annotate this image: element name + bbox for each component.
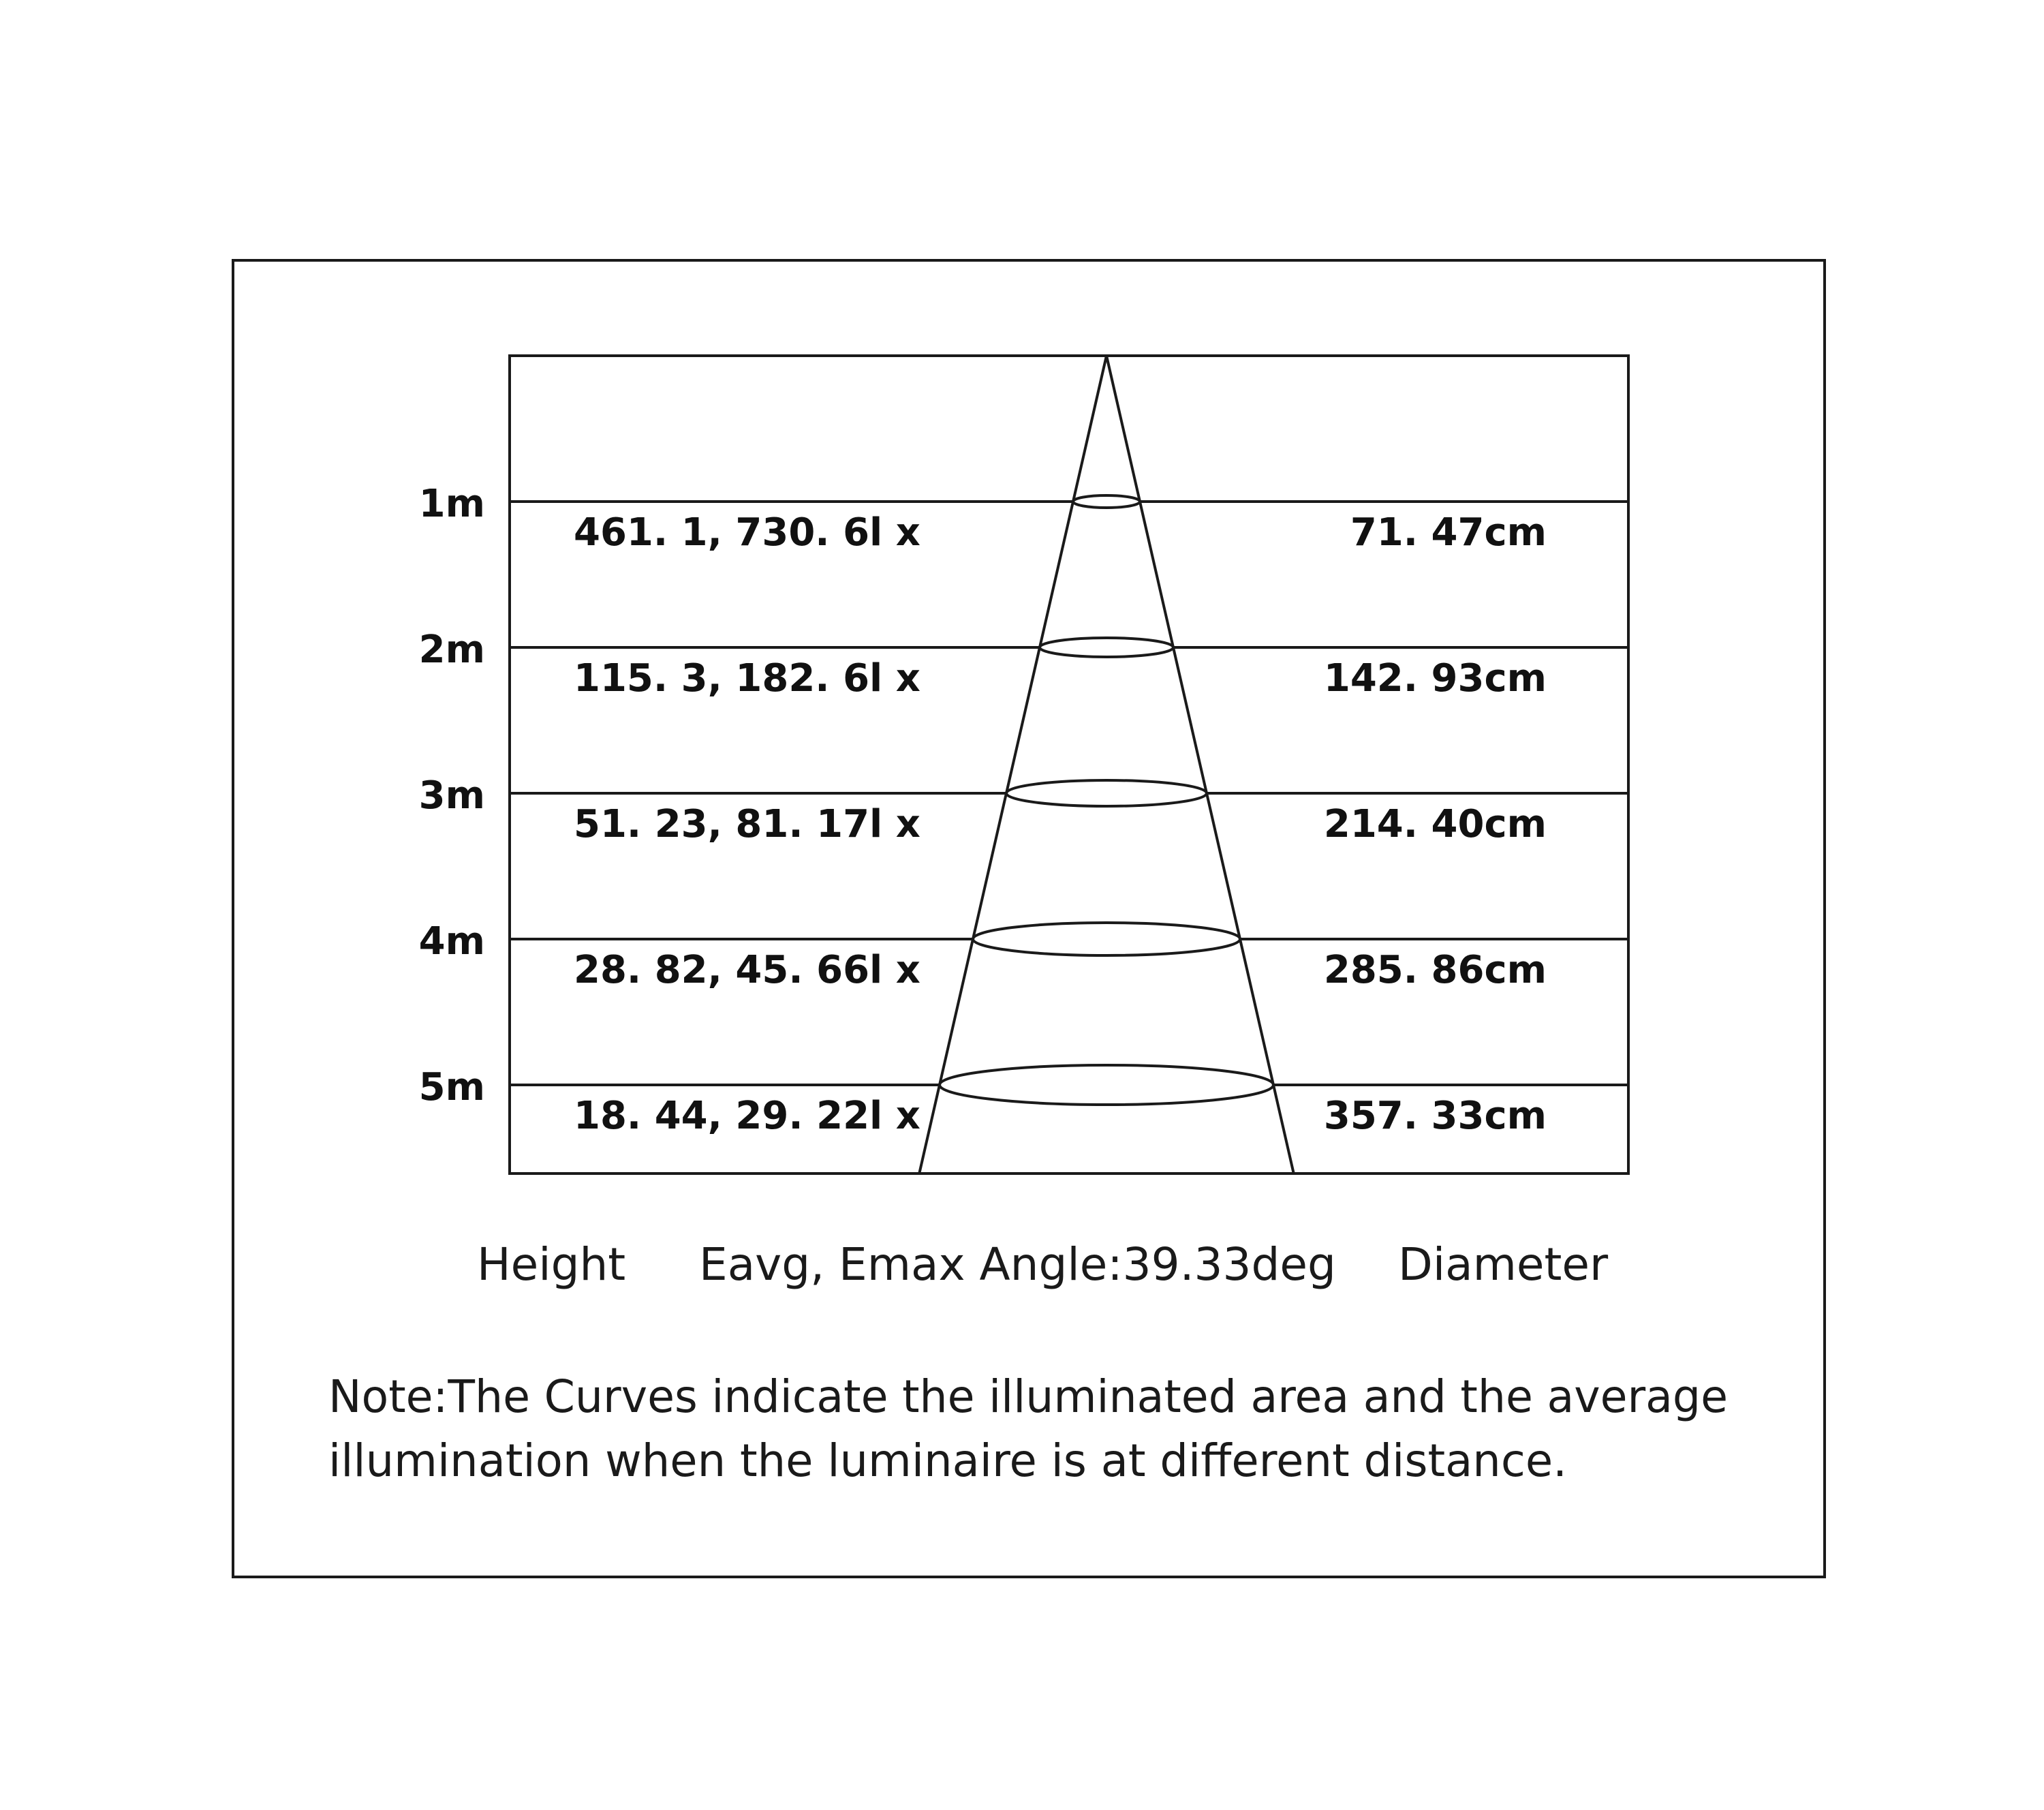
illuminance-value: 51. 23, 81. 17l x	[574, 802, 920, 846]
illuminance-value: 28. 82, 45. 66l x	[574, 948, 920, 992]
illuminance-value: 18. 44, 29. 22l x	[574, 1094, 920, 1138]
illuminated-area-ellipse	[1006, 780, 1207, 806]
diameter-value: 357. 33cm	[1323, 1094, 1547, 1138]
height-label: 4m	[418, 919, 485, 964]
diameter-value: 142. 93cm	[1323, 656, 1547, 701]
height-rows	[419, 482, 1628, 1138]
illuminated-area-ellipse	[940, 1065, 1273, 1105]
illuminated-area-ellipse	[1040, 638, 1173, 657]
note-line-1: Note:The Curves indicate the illuminated area and the average	[328, 1370, 1728, 1423]
height-label: 1m	[418, 482, 485, 526]
illuminated-area-ellipse	[1073, 495, 1140, 508]
illuminance-value: 115. 3, 182. 6l x	[574, 656, 920, 701]
height-label: 2m	[418, 628, 485, 672]
beam-cone-left-edge	[919, 356, 1106, 1174]
note-line-2: illumination when the luminaire is at different distance.	[328, 1435, 1567, 1487]
legend-diameter: Diameter	[1398, 1238, 1609, 1291]
height-label: 3m	[418, 773, 485, 818]
illuminated-area-ellipse	[973, 923, 1240, 955]
beam-cone-right-edge	[1106, 356, 1294, 1174]
diameter-value: 214. 40cm	[1323, 802, 1547, 846]
illuminance-value: 461. 1, 730. 6l x	[574, 510, 920, 555]
diameter-value: 285. 86cm	[1323, 948, 1547, 992]
diameter-value: 71. 47cm	[1350, 510, 1547, 555]
legend-eavg-emax-angle: Eavg, Emax Angle:39.33deg	[699, 1238, 1336, 1291]
height-label: 5m	[418, 1065, 485, 1109]
legend-height: Height	[477, 1238, 626, 1291]
diagram-box	[510, 356, 1628, 1174]
